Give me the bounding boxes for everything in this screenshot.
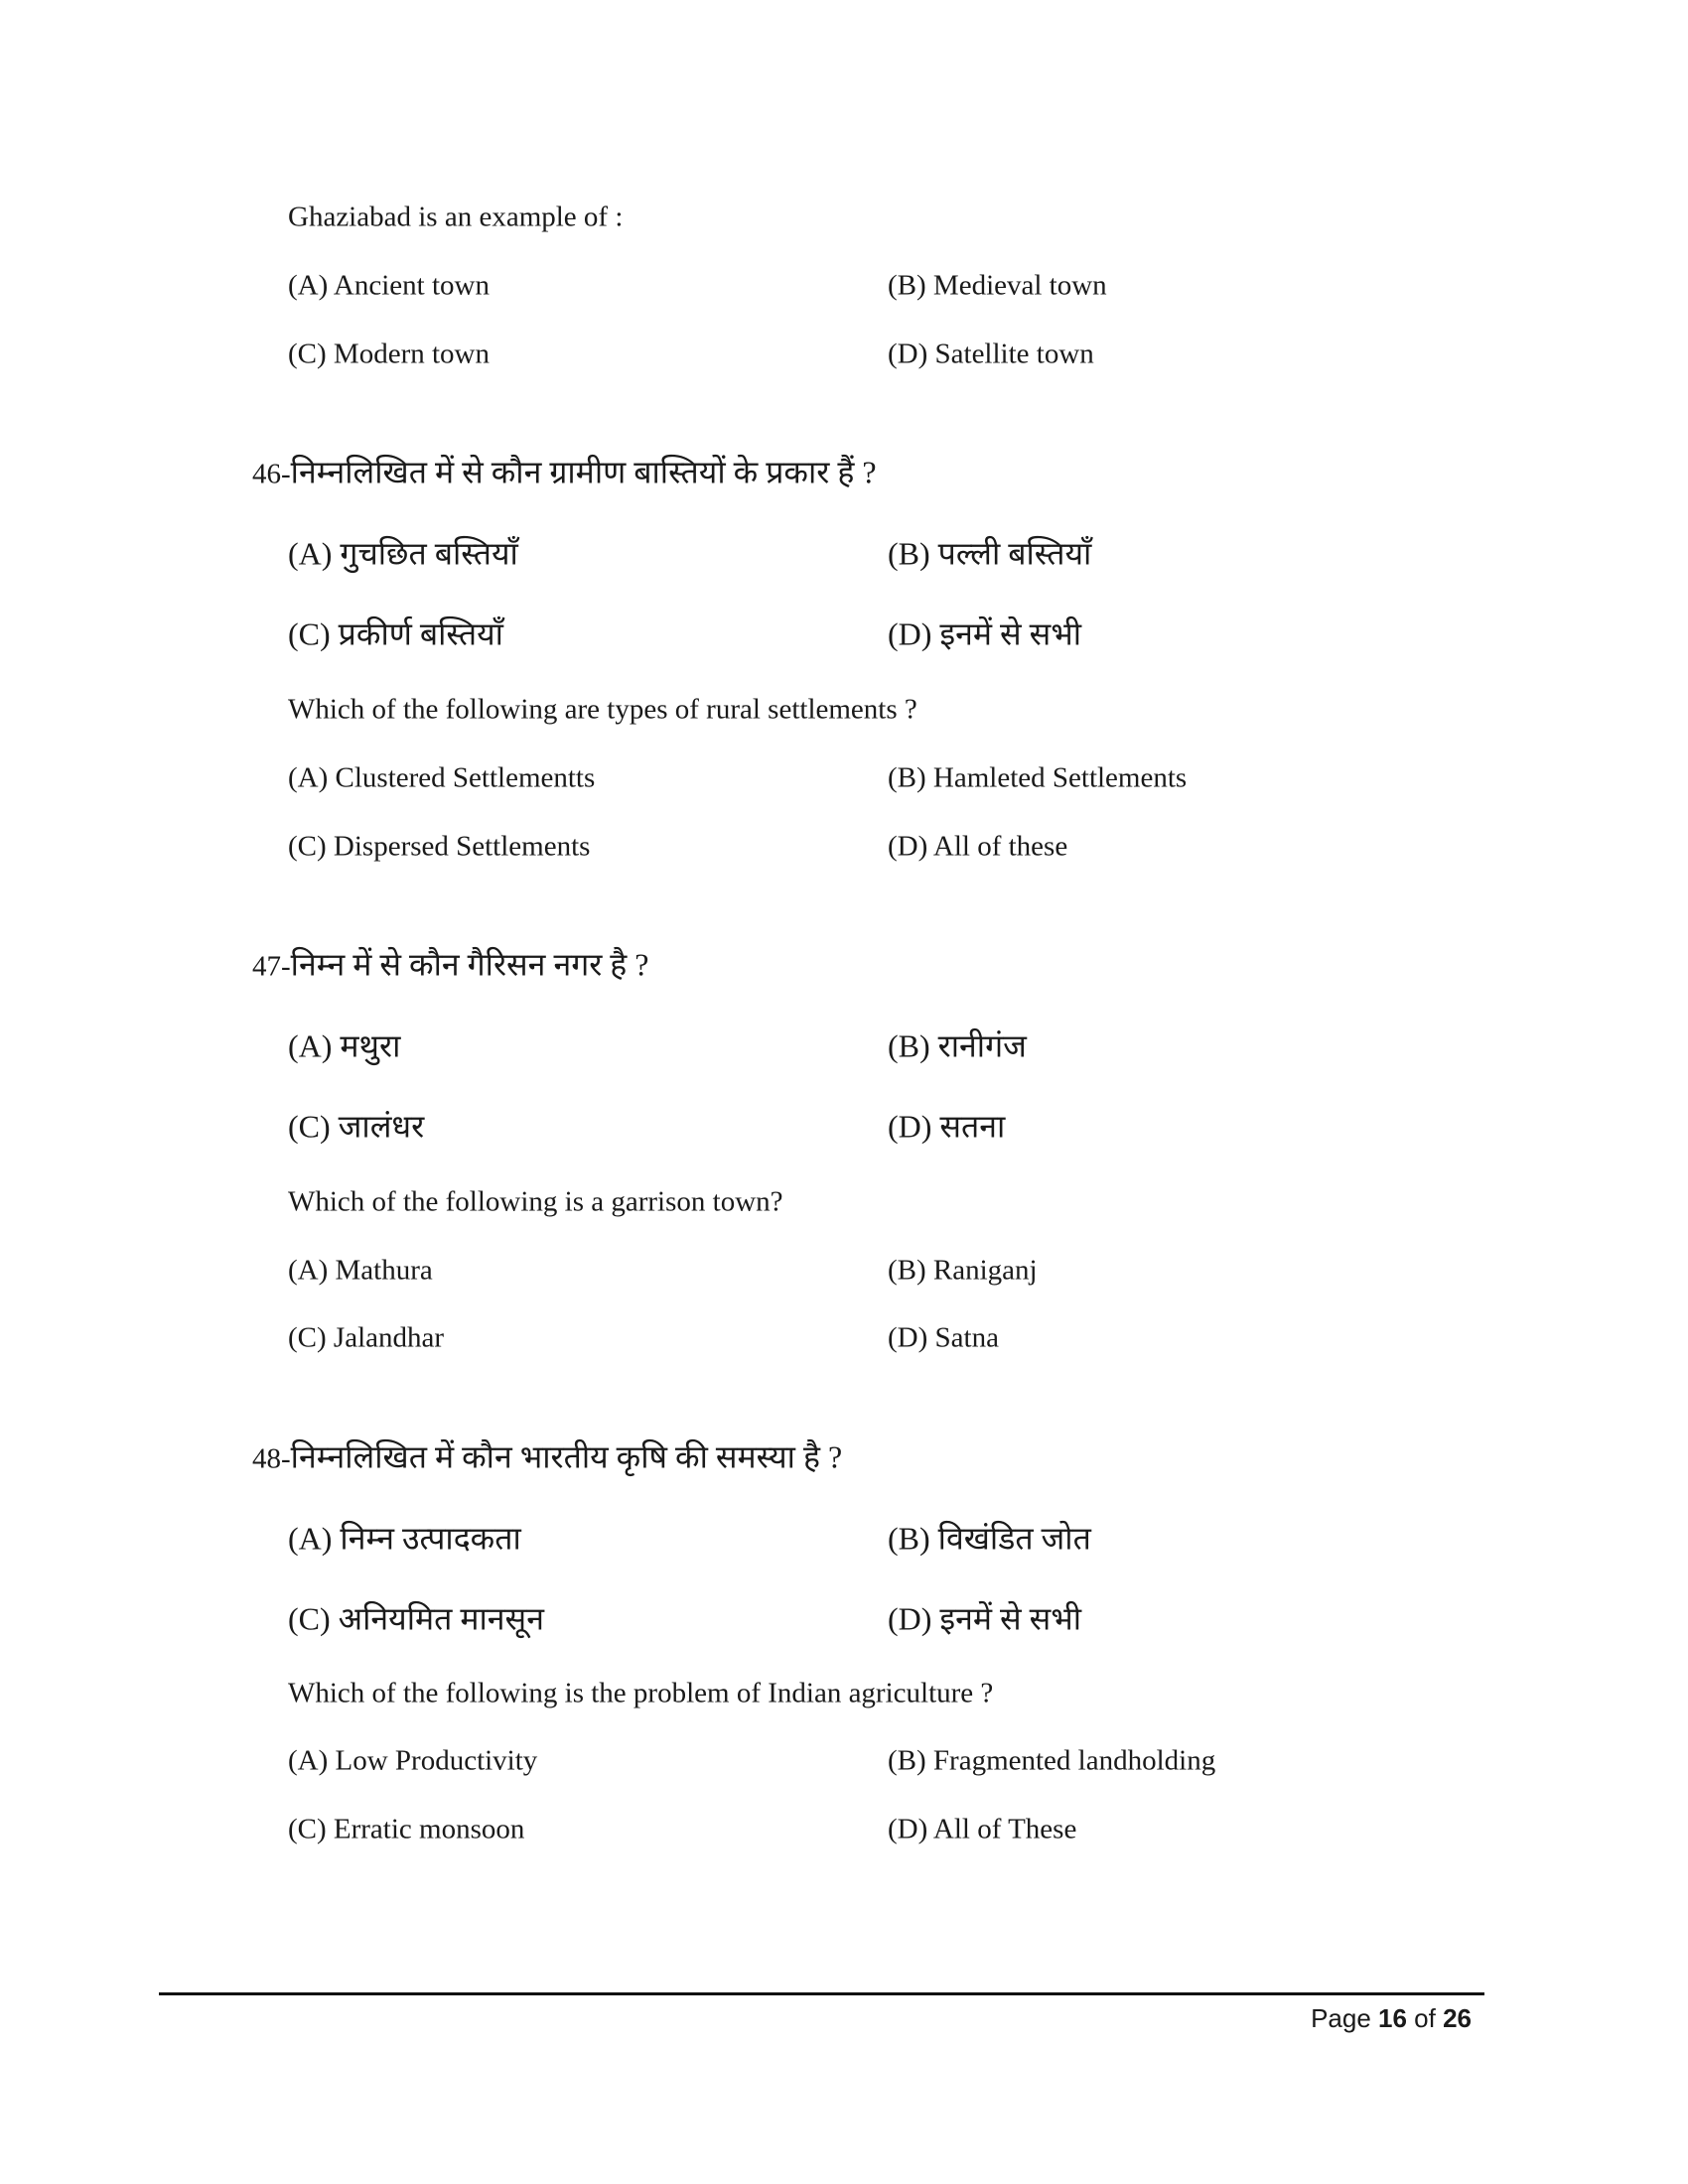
hindi-question	[252, 451, 877, 493]
hindi-option: (A) मथुरा	[288, 1027, 401, 1064]
hindi-question-text: निम्नलिखित में कौन भारतीय कृषि की समस्या है ?	[290, 1438, 843, 1475]
hindi-question	[252, 1435, 842, 1478]
english-option: (D) All of these	[888, 830, 1068, 863]
hindi-option: (D) इनमें से सभी	[888, 615, 1082, 652]
english-option: (A) Mathura	[288, 1254, 433, 1287]
english-question: Which of the following is a garrison town?	[288, 1185, 783, 1218]
hindi-question-text: निम्नलिखित में से कौन ग्रामीण बास्तियों के प्रकार हैं ?	[290, 454, 877, 490]
english-option: (C) Modern town	[288, 338, 490, 370]
english-option: (A) Low Productivity	[288, 1744, 538, 1777]
hindi-option: (A) निम्न उत्पादकता	[288, 1520, 521, 1557]
english-option: (B) Hamleted Settlements	[888, 761, 1188, 794]
question-number: 47-	[252, 950, 291, 983]
english-question: Which of the following is the problem of Indian agriculture ?	[288, 1677, 994, 1709]
page-number: Page 16 of 26	[1311, 2003, 1472, 2033]
hindi-question-text: निम्न में से कौन गैरिसन नगर है ?	[290, 946, 649, 983]
footer-rule	[159, 1992, 1484, 1995]
hindi-option: (C) अनियमित मानसून	[288, 1600, 544, 1637]
english-option: (A) Ancient town	[288, 269, 490, 302]
hindi-option: (B) विखंडित जोत	[888, 1520, 1091, 1557]
english-option: (D) All of These	[888, 1813, 1077, 1845]
hindi-option: (C) प्रकीर्ण बस्तियाँ	[288, 615, 503, 652]
english-option: (C) Erratic monsoon	[288, 1813, 525, 1845]
hindi-option: (A) गुचछित बस्तियाँ	[288, 535, 518, 572]
english-option: (C) Dispersed Settlements	[288, 830, 591, 863]
question-number: 48-	[252, 1442, 291, 1475]
english-option: (C) Jalandhar	[288, 1321, 445, 1354]
hindi-option: (B) रानीगंज	[888, 1027, 1027, 1064]
hindi-option: (D) सतना	[888, 1108, 1006, 1145]
hindi-option: (D) इनमें से सभी	[888, 1600, 1082, 1637]
english-option: (B) Raniganj	[888, 1254, 1038, 1287]
question-number: 46-	[252, 458, 291, 490]
english-option: (B) Fragmented landholding	[888, 1744, 1216, 1777]
hindi-question	[252, 943, 649, 986]
english-option: (A) Clustered Settlementts	[288, 761, 596, 794]
english-option: (B) Medieval town	[888, 269, 1107, 302]
total-pages: 26	[1443, 2003, 1472, 2033]
english-option: (D) Satellite town	[888, 338, 1094, 370]
english-question: Which of the following are types of rural settlements ?	[288, 693, 917, 726]
english-question: Ghaziabad is an example of :	[288, 201, 624, 233]
current-page: 16	[1378, 2003, 1407, 2033]
english-option: (D) Satna	[888, 1321, 999, 1354]
hindi-option: (C) जालंधर	[288, 1108, 425, 1145]
hindi-option: (B) पल्ली बस्तियाँ	[888, 535, 1092, 572]
